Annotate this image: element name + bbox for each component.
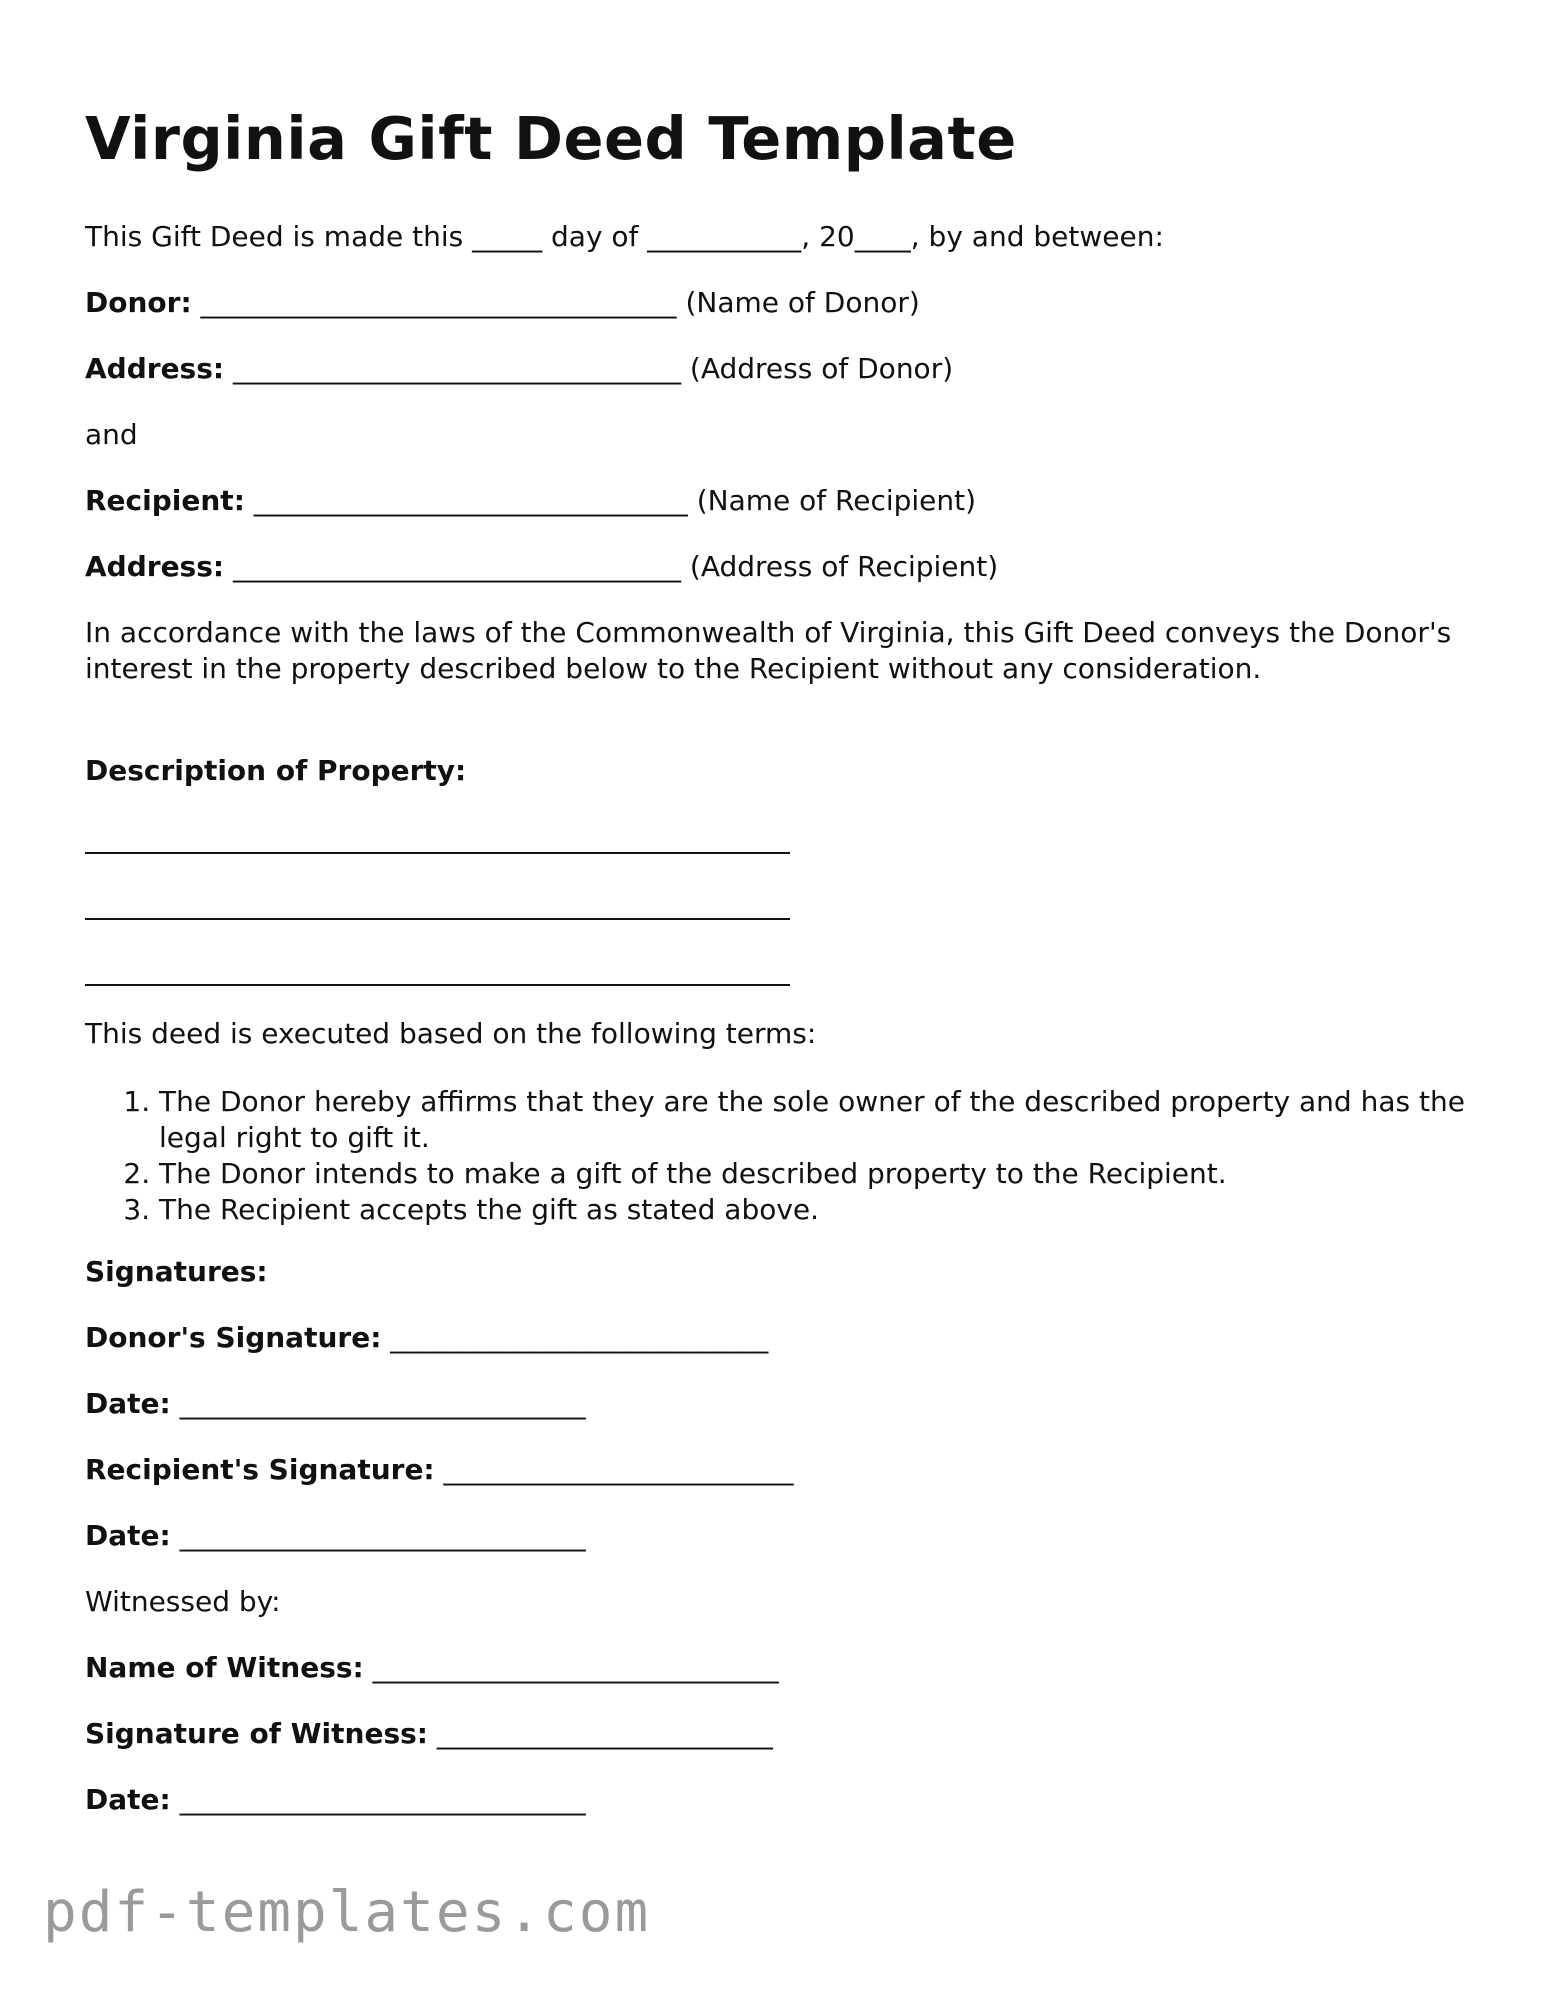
witness-date-label: Date:	[85, 1783, 171, 1816]
donor-name-blank[interactable]: __________________________________	[191, 286, 677, 319]
recipient-name-hint: (Name of Recipient)	[687, 484, 977, 517]
document-title: Virginia Gift Deed Template	[85, 104, 1017, 173]
list-item: 1. The Donor hereby affirms that they are the sole owner of the described property and has the legal right to gift it.	[159, 1084, 1537, 1156]
terms-list	[85, 1084, 1537, 1228]
intro-line: This Gift Deed is made this _____ day of ___________, 20____, by and between:	[85, 220, 1164, 253]
recipient-name-blank[interactable]: _______________________________	[244, 484, 688, 517]
donor-date-blank[interactable]: _____________________________	[170, 1387, 586, 1420]
witness-signature-line	[85, 1716, 773, 1752]
donor-address-label: Address:	[85, 352, 225, 385]
recipient-date-label: Date:	[85, 1519, 171, 1552]
witness-name-line	[85, 1650, 779, 1686]
donor-address-hint: (Address of Donor)	[681, 352, 954, 385]
recipient-signature-blank[interactable]: _________________________	[434, 1453, 794, 1486]
recipient-address-blank[interactable]: ________________________________	[224, 550, 681, 583]
conveyance-paragraph: In accordance with the laws of the Commonwealth of Virginia, this Gift Deed conveys the Donor's interest in the property described below to the Recipient without any consideration.	[85, 616, 1452, 685]
donor-date-label: Date:	[85, 1387, 171, 1420]
signatures-heading: Signatures:	[85, 1255, 268, 1288]
donor-address-line	[85, 351, 953, 387]
donor-address-blank[interactable]: ________________________________	[224, 352, 681, 385]
list-item: 3. The Recipient accepts the gift as stated above.	[159, 1192, 1537, 1228]
recipient-line	[85, 483, 976, 519]
witness-date-blank[interactable]: _____________________________	[170, 1783, 586, 1816]
witness-signature-blank[interactable]: ________________________	[428, 1717, 773, 1750]
donor-signature-line	[85, 1320, 768, 1356]
property-heading: Description of Property:	[85, 754, 467, 787]
recipient-label: Recipient:	[85, 484, 245, 517]
witness-name-label: Name of Witness:	[85, 1651, 364, 1684]
donor-line	[85, 285, 920, 321]
property-description-line-3[interactable]	[85, 984, 790, 986]
witness-signature-label: Signature of Witness:	[85, 1717, 428, 1750]
recipient-date-blank[interactable]: _____________________________	[170, 1519, 586, 1552]
recipient-date-line	[85, 1518, 586, 1554]
list-item: 2. The Donor intends to make a gift of the described property to the Recipient.	[159, 1156, 1537, 1192]
witnessed-by-text: Witnessed by:	[85, 1585, 281, 1618]
donor-signature-blank[interactable]: ___________________________	[381, 1321, 769, 1354]
donor-name-hint: (Name of Donor)	[676, 286, 920, 319]
property-description-line-1[interactable]	[85, 852, 790, 854]
recipient-signature-label: Recipient's Signature:	[85, 1453, 435, 1486]
and-text: and	[85, 418, 138, 451]
recipient-signature-line	[85, 1452, 794, 1488]
terms-intro: This deed is executed based on the following terms:	[85, 1017, 817, 1050]
donor-signature-label: Donor's Signature:	[85, 1321, 382, 1354]
recipient-address-hint: (Address of Recipient)	[681, 550, 999, 583]
donor-label: Donor:	[85, 286, 192, 319]
property-description-line-2[interactable]	[85, 918, 790, 920]
witness-name-blank[interactable]: _____________________________	[363, 1651, 779, 1684]
donor-date-line	[85, 1386, 586, 1422]
recipient-address-label: Address:	[85, 550, 225, 583]
recipient-address-line	[85, 549, 998, 585]
witness-date-line	[85, 1782, 586, 1818]
watermark-text: pdf-templates.com	[43, 1880, 651, 1945]
